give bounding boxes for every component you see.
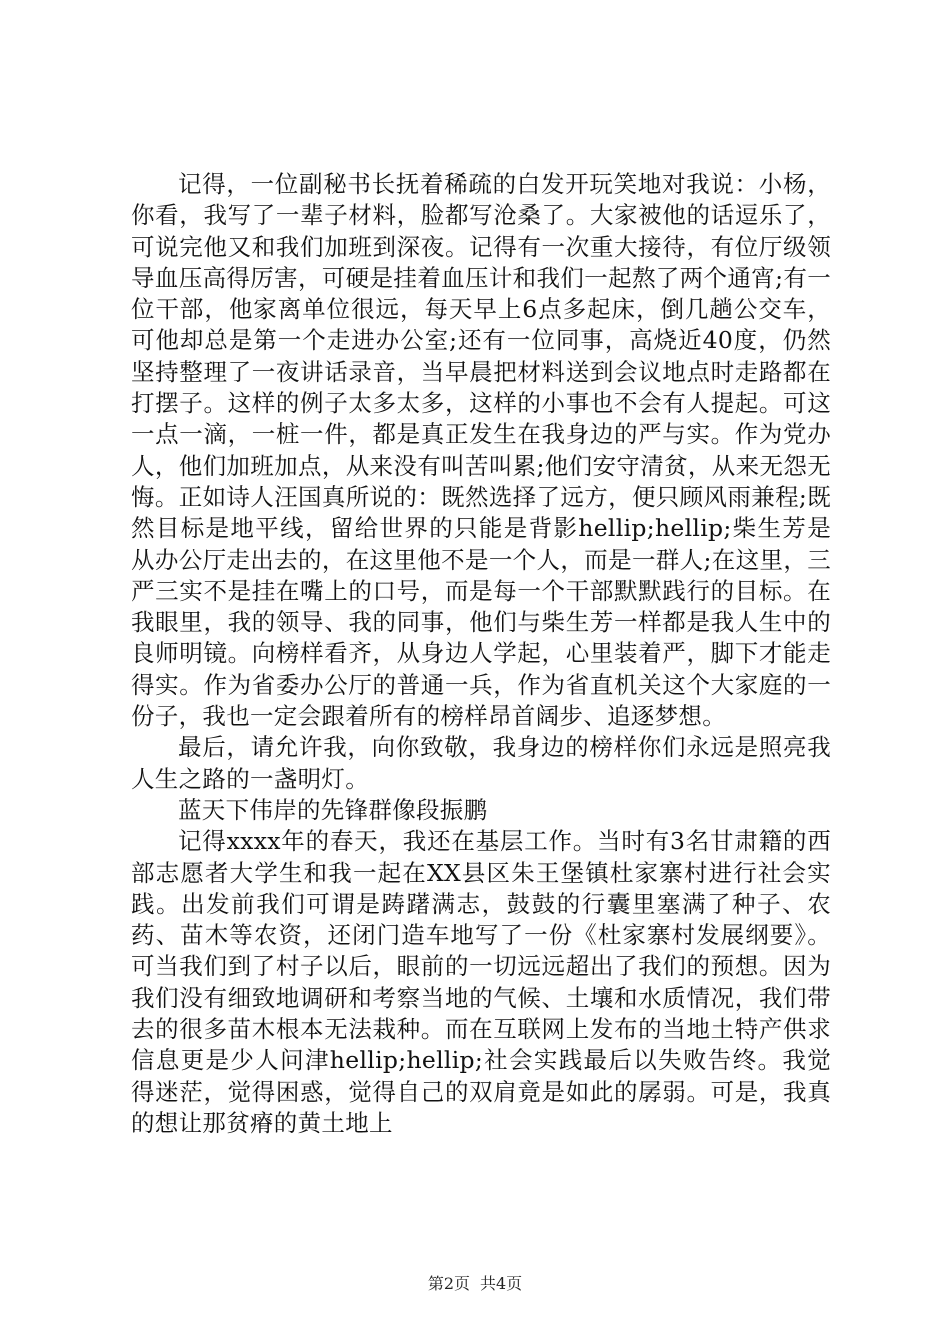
paragraph-closing-tribute: 最后，请允许我，向你致敬，我身边的榜样你们永远是照亮我人生之路的一盏明灯。 — [131, 733, 831, 793]
section-title: 蓝天下伟岸的先锋群像段振鹏 — [178, 795, 488, 824]
page-number-total: 共4页 — [480, 1274, 523, 1293]
page-footer — [0, 1271, 950, 1294]
paragraph-volunteer-story: 记得xxxx年的春天，我还在基层工作。当时有3名甘肃籍的西部志愿者大学生和我一起在XX县区朱王堡镇杜家寨村进行社会实践。出发前我们可谓是踌躇满志，鼓鼓的行囊里塞满了种子、农药、苗木等农资，还闭门造车地写了一份《杜家寨村发展纲要》。可当我们到了村子以后，眼前的一切远远超出了我们的预想。因为我们没有细致地调研和考察当地的气候、土壤和水质情况，我们带去的很多苗木根本无法栽种。而在互联网上发布的当地土特产供求信息更是少人问津hellip;hellip;社会实践最后以失败告终。我觉得迷茫，觉得困惑，觉得自己的双肩竟是如此的孱弱。可是，我真的想让那贫瘠的黄土地上 — [131, 827, 831, 1137]
page-number-current: 第2页 — [427, 1274, 470, 1293]
paragraph-role-models: 记得，一位副秘书长抚着稀疏的白发开玩笑地对我说：小杨，你看，我写了一辈子材料，脸都写沧桑了。大家被他的话逗乐了，可说完他又和我们加班到深夜。记得有一次重大接待，有位厅级领导血压高得厉害，可硬是挂着血压计和我们一起熬了两个通宵;有一位干部，他家离单位很远，每天早上6点多起床，倒几趟公交车，可他却总是第一个走进办公室;还有一位同事，高烧近40度，仍然坚持整理了一夜讲话录音，当早晨把材料送到会议地点时走路都在打摆子。这样的例子太多太多，这样的小事也不会有人提起。可这一点一滴，一桩一件，都是真正发生在我身边的严与实。作为党办人，他们加班加点，从来没有叫苦叫累;他们安守清贫，从来无怨无悔。正如诗人汪国真所说的：既然选择了远方，便只顾风雨兼程;既然目标是地平线，留给世界的只能是背影hellip;hellip;柴生芳是从办公厅走出去的，在这里他不是一个人，而是一群人;在这里，三严三实不是挂在嘴上的口号，而是每一个干部默默践行的目标。在我眼里，我的领导、我的同事，他们与柴生芳一样都是我人生中的良师明镜。向榜样看齐，从身边人学起，心里装着严，脚下才能走得实。作为省委办公厅的普通一兵，作为省直机关这个大家庭的一份子，我也一定会跟着所有的榜样昂首阔步、追逐梦想。 — [131, 170, 831, 731]
document-body — [131, 169, 831, 1139]
